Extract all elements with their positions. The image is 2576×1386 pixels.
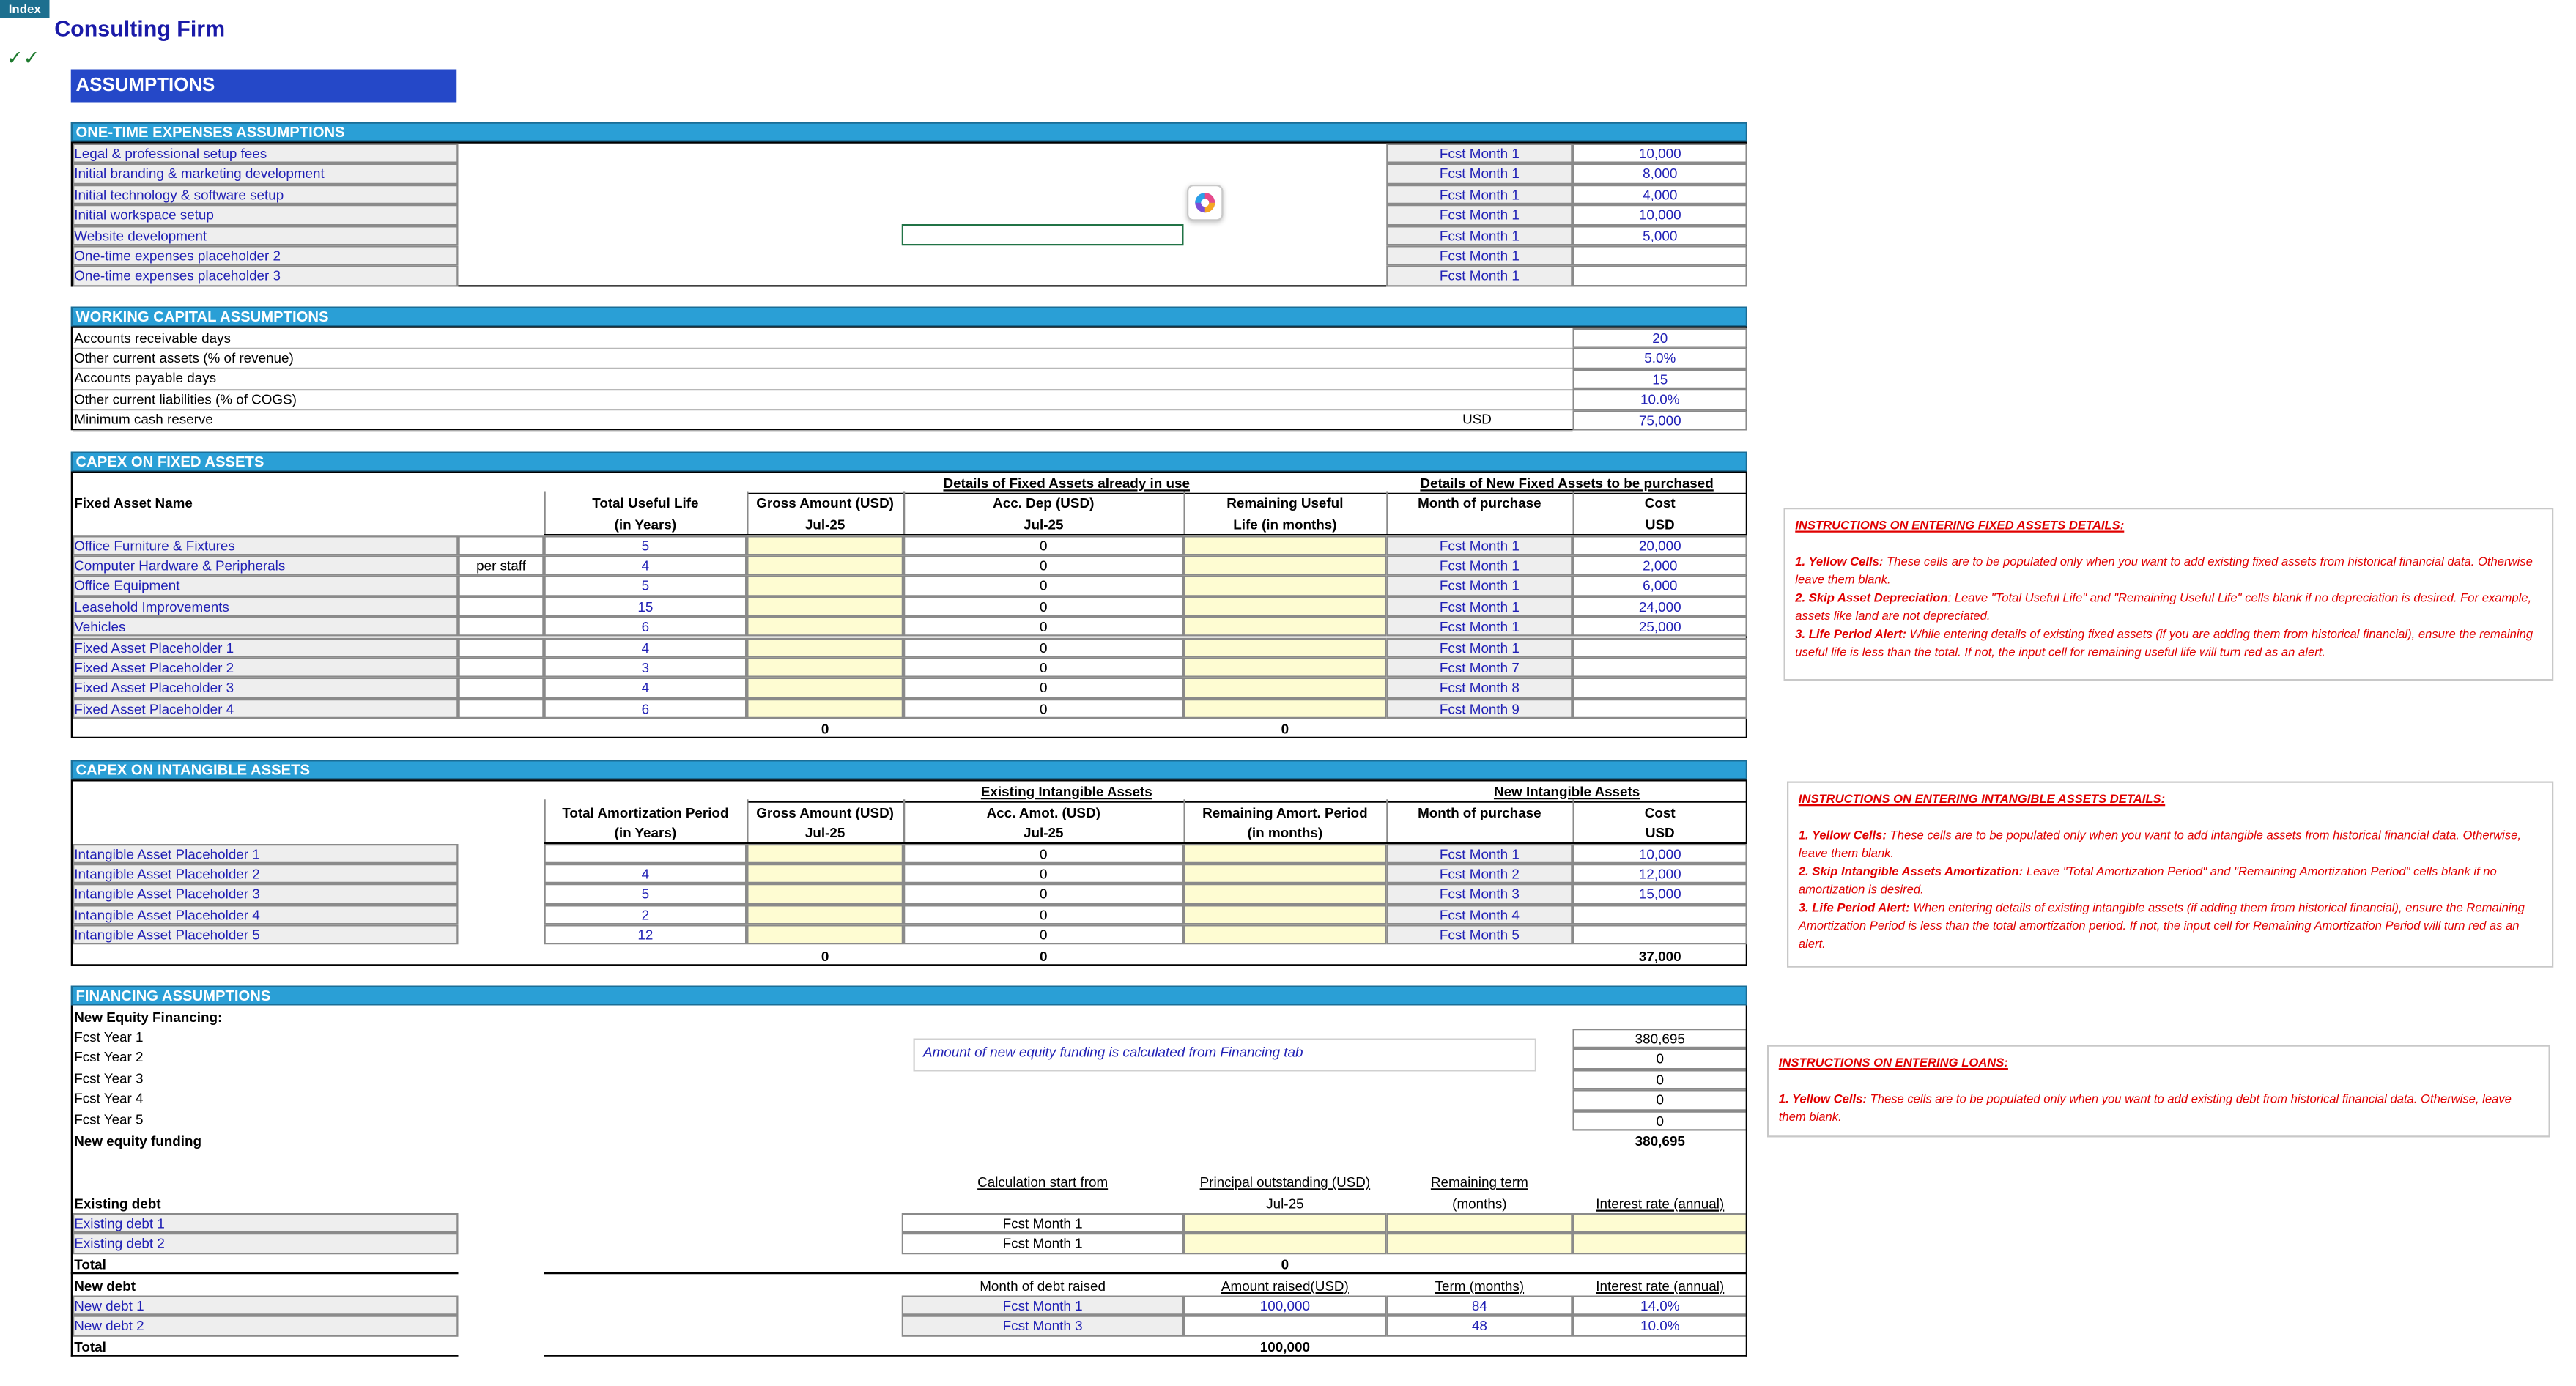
fixed-asset-acc-dep: 0 <box>903 617 1184 637</box>
loans-note-1: These cells are to be populated only when you want to add existing debt from historical financial data. Otherwise, leave them blank. <box>1778 1091 2512 1124</box>
intangible-asset-month[interactable]: Fcst Month 2 <box>1386 864 1572 884</box>
fixed-asset-month[interactable]: Fcst Month 7 <box>1386 658 1572 678</box>
intangible-asset-period[interactable]: 4 <box>544 864 747 884</box>
copilot-icon[interactable] <box>1187 185 1224 221</box>
header-cost-unit: USD <box>1645 824 1675 841</box>
intangible-asset-period[interactable]: 5 <box>544 884 747 905</box>
intangible-asset-acc-amort: 0 <box>903 843 1184 864</box>
fixed-asset-note <box>459 535 544 555</box>
fixed-asset-cost[interactable]: 6,000 <box>1573 576 1748 596</box>
financing-section-header: FINANCING ASSUMPTIONS <box>71 986 1747 1006</box>
fixed-asset-useful-life[interactable]: 5 <box>544 576 747 596</box>
new-total-label: Total <box>74 1337 106 1354</box>
header-month-of-purchase: Month of purchase <box>1418 803 1541 820</box>
header-remaining-term-unit: (months) <box>1452 1194 1507 1211</box>
header-remaining-life-unit: Life (in months) <box>1233 515 1337 532</box>
new-total-value: 100,000 <box>1259 1337 1310 1354</box>
header-month-of-purchase: Month of purchase <box>1418 494 1541 511</box>
fixed-note-1: These cells are to be populated only when you want to add existing fixed assets from historical financial data. Otherwise leave them blank. <box>1795 554 2533 587</box>
one-time-month[interactable]: Fcst Month 1 <box>1386 164 1572 185</box>
fixed-asset-cost[interactable]: 20,000 <box>1573 535 1748 555</box>
intangible-total-gross: 0 <box>821 947 829 965</box>
header-amount-raised: Amount raised(USD) <box>1221 1276 1349 1294</box>
intangible-asset-gross-amount[interactable] <box>747 924 903 945</box>
one-time-label: Initial branding & marketing development <box>73 164 459 185</box>
fixed-asset-remaining-life[interactable] <box>1184 678 1387 698</box>
fixed-asset-remaining-life[interactable] <box>1184 576 1387 596</box>
fixed-asset-name: Leasehold Improvements <box>73 596 459 617</box>
fixed-asset-acc-dep: 0 <box>903 555 1184 576</box>
fixed-asset-gross-amount[interactable] <box>747 678 903 698</box>
fixed-asset-gross-amount[interactable] <box>747 555 903 576</box>
fixed-asset-remaining-life[interactable] <box>1184 637 1387 658</box>
assumptions-banner: ASSUMPTIONS <box>71 70 457 103</box>
one-time-value[interactable] <box>1573 245 1748 266</box>
fixed-asset-cost[interactable] <box>1573 637 1748 658</box>
new-assets-group: Details of New Fixed Assets to be purchased <box>1420 473 1714 491</box>
intangible-total-amort: 0 <box>1039 947 1048 965</box>
working-capital-value[interactable]: 75,000 <box>1573 410 1748 430</box>
fixed-asset-name: Computer Hardware & Peripherals <box>73 555 459 576</box>
group-underline <box>1386 492 1747 494</box>
one-time-label: One-time expenses placeholder 2 <box>73 245 459 266</box>
financing-right-border <box>1746 1006 1747 1357</box>
intangible-asset-acc-amort: 0 <box>903 905 1184 925</box>
header-term: Term (months) <box>1435 1276 1525 1294</box>
intangible-total-cost: 37,000 <box>1638 947 1681 965</box>
intangible-asset-remaining[interactable] <box>1184 905 1387 925</box>
column-divider <box>1573 799 1574 842</box>
loans-instructions <box>1767 1045 2550 1138</box>
column-divider <box>1573 492 1574 535</box>
header-remaining-life: Remaining Useful <box>1226 494 1344 511</box>
fixed-instructions-title: INSTRUCTIONS ON ENTERING FIXED ASSETS DETAILS: <box>1795 517 2125 533</box>
existing-debt-rate[interactable] <box>1573 1234 1748 1254</box>
fixed-asset-useful-life[interactable]: 4 <box>544 637 747 658</box>
equity-year-label: Fcst Year 1 <box>74 1029 144 1045</box>
fixed-asset-remaining-life[interactable] <box>1184 698 1387 719</box>
header-fixed-asset-name: Fixed Asset Name <box>74 494 193 511</box>
fixed-asset-name: Office Furniture & Fixtures <box>73 535 459 555</box>
working-capital-value[interactable]: 15 <box>1573 369 1748 390</box>
one-time-month[interactable]: Fcst Month 1 <box>1386 245 1572 266</box>
header-acc-amort: Acc. Amot. (USD) <box>986 803 1100 820</box>
new-debt-rate[interactable]: 14.0% <box>1573 1296 1748 1316</box>
fixed-asset-gross-amount[interactable] <box>747 576 903 596</box>
fixed-asset-remaining-life[interactable] <box>1184 617 1387 637</box>
header-amortization-unit: (in Years) <box>614 824 677 841</box>
index-tab[interactable]: Index <box>0 0 50 18</box>
fixed-note-3-head: 3. Life Period Alert: <box>1795 626 1907 642</box>
working-capital-value[interactable]: 20 <box>1573 328 1748 349</box>
selected-cell[interactable] <box>902 224 1184 245</box>
fixed-asset-acc-dep: 0 <box>903 637 1184 658</box>
one-time-value[interactable] <box>1573 266 1748 286</box>
existing-debt-name: Existing debt 1 <box>73 1213 459 1234</box>
fixed-asset-name: Fixed Asset Placeholder 1 <box>73 637 459 658</box>
fixed-note-2: : Leave "Total Useful Life" and "Remaining Useful Life" cells blank if no depreciation is desired. For example, assets like land are not depreciated. <box>1795 590 2532 623</box>
existing-debt-principal[interactable] <box>1184 1213 1387 1234</box>
column-divider <box>544 492 546 535</box>
intangible-asset-name: Intangible Asset Placeholder 5 <box>73 924 459 945</box>
new-debt-term[interactable]: 84 <box>1386 1296 1572 1316</box>
fixed-asset-month[interactable]: Fcst Month 1 <box>1386 555 1572 576</box>
header-gross-amount: Gross Amount (USD) <box>756 494 894 511</box>
fixed-asset-month[interactable]: Fcst Month 1 <box>1386 535 1572 555</box>
fixed-asset-useful-life[interactable]: 3 <box>544 658 747 678</box>
intangible-asset-gross-amount[interactable] <box>747 884 903 905</box>
bottom-border <box>71 1355 459 1357</box>
new-debt-month[interactable]: Fcst Month 1 <box>902 1296 1184 1316</box>
intangible-asset-name: Intangible Asset Placeholder 3 <box>73 884 459 905</box>
intangible-asset-name: Intangible Asset Placeholder 4 <box>73 905 459 925</box>
one-time-label: Initial technology & software setup <box>73 185 459 205</box>
header-interest-rate: Interest rate (annual) <box>1596 1194 1725 1211</box>
header-principal-date: Jul-25 <box>1266 1194 1304 1211</box>
fixed-asset-cost[interactable] <box>1573 658 1748 678</box>
fixed-asset-name: Fixed Asset Placeholder 3 <box>73 678 459 698</box>
new-debt-month[interactable]: Fcst Month 3 <box>902 1316 1184 1336</box>
header-gross-date: Jul-25 <box>804 515 845 532</box>
existing-assets-group: Details of Fixed Assets already in use <box>943 473 1191 491</box>
header-cost: Cost <box>1644 494 1676 511</box>
one-time-value[interactable]: 4,000 <box>1573 185 1748 205</box>
intangible-asset-remaining[interactable] <box>1184 924 1387 945</box>
fixed-asset-note: per staff <box>459 555 544 576</box>
equity-financing-title: New Equity Financing: <box>74 1009 223 1026</box>
header-useful-life: Total Useful Life <box>592 494 699 511</box>
intangible-asset-month[interactable]: Fcst Month 5 <box>1386 924 1572 945</box>
one-time-value[interactable]: 8,000 <box>1573 164 1748 185</box>
intangible-note-2-head: 2. Skip Intangible Assets Amortization: <box>1798 864 2024 879</box>
fixed-total-dep: 0 <box>1281 720 1289 737</box>
existing-debt-rate[interactable] <box>1573 1213 1748 1234</box>
check-icon: ✓✓ <box>7 46 40 70</box>
fixed-asset-useful-life[interactable]: 4 <box>544 555 747 576</box>
new-debt-term[interactable]: 48 <box>1386 1316 1572 1336</box>
working-capital-unit: USD <box>1462 410 1492 427</box>
column-divider <box>747 799 748 842</box>
header-acc-dep: Acc. Dep (USD) <box>993 494 1095 511</box>
working-capital-label: Accounts receivable days <box>74 328 231 346</box>
working-capital-section-header: WORKING CAPITAL ASSUMPTIONS <box>71 307 1747 327</box>
working-capital-label: Accounts payable days <box>74 369 217 387</box>
intangible-asset-period[interactable]: 12 <box>544 924 747 945</box>
group-underline <box>1386 800 1747 801</box>
fixed-asset-gross-amount[interactable] <box>747 698 903 719</box>
header-cost: Cost <box>1644 803 1676 820</box>
equity-year-label: Fcst Year 5 <box>74 1110 144 1127</box>
fixed-asset-useful-life[interactable]: 5 <box>544 535 747 555</box>
group-underline <box>747 800 1386 801</box>
intangible-asset-acc-amort: 0 <box>903 924 1184 945</box>
intangible-note-1: These cells are to be populated only when you want to add intangible assets from historical financial data. Otherwise, leave them blank. <box>1798 827 2522 861</box>
fixed-assets-instructions <box>1784 508 2554 681</box>
fixed-asset-useful-life[interactable]: 6 <box>544 617 747 637</box>
fixed-asset-month[interactable]: Fcst Month 1 <box>1386 596 1572 617</box>
one-time-label: Website development <box>73 225 459 245</box>
fixed-asset-cost[interactable]: 2,000 <box>1573 555 1748 576</box>
fixed-asset-acc-dep: 0 <box>903 596 1184 617</box>
total-underline <box>71 1272 459 1274</box>
equity-year-value: 0 <box>1573 1049 1748 1070</box>
new-debt-name: New debt 2 <box>73 1316 459 1336</box>
existing-debt-term[interactable] <box>1386 1234 1572 1254</box>
existing-debt-principal[interactable] <box>1184 1234 1387 1254</box>
header-remaining-amort-unit: (in months) <box>1247 824 1323 841</box>
intangible-asset-month[interactable]: Fcst Month 3 <box>1386 884 1572 905</box>
column-divider <box>903 492 905 535</box>
intangible-asset-gross-amount[interactable] <box>747 905 903 925</box>
fixed-asset-useful-life[interactable]: 15 <box>544 596 747 617</box>
equity-year-label: Fcst Year 4 <box>74 1089 144 1107</box>
new-debt-label: New debt <box>74 1276 136 1294</box>
fixed-note-2-head: 2. Skip Asset Depreciation <box>1795 590 1948 605</box>
fixed-asset-name: Fixed Asset Placeholder 2 <box>73 658 459 678</box>
existing-debt-start: Fcst Month 1 <box>902 1213 1184 1234</box>
fixed-asset-cost[interactable] <box>1573 698 1748 719</box>
existing-debt-start: Fcst Month 1 <box>902 1234 1184 1254</box>
fixed-asset-gross-amount[interactable] <box>747 596 903 617</box>
header-gross-amount: Gross Amount (USD) <box>756 803 894 820</box>
header-remaining-amort: Remaining Amort. Period <box>1202 803 1368 820</box>
fixed-asset-name: Office Equipment <box>73 576 459 596</box>
header-interest-rate-new: Interest rate (annual) <box>1596 1276 1725 1294</box>
fixed-asset-note <box>459 678 544 698</box>
fixed-note-3: While entering details of existing fixed assets (if you are adding them from historical financial), ensure the remaining useful life is less than the total. If not, the input cell for remaining useful life will turn red as an alert. <box>1795 626 2534 659</box>
intangible-asset-cost[interactable]: 15,000 <box>1573 884 1748 905</box>
header-cost-unit: USD <box>1645 515 1675 532</box>
intangible-asset-remaining[interactable] <box>1184 884 1387 905</box>
column-divider <box>903 799 905 842</box>
fixed-asset-month[interactable]: Fcst Month 1 <box>1386 576 1572 596</box>
fixed-asset-month[interactable]: Fcst Month 1 <box>1386 637 1572 658</box>
one-time-section-header: ONE-TIME EXPENSES ASSUMPTIONS <box>71 122 1747 142</box>
header-acc-dep-date: Jul-25 <box>1024 515 1064 532</box>
working-capital-label: Minimum cash reserve <box>74 410 213 427</box>
row-divider <box>73 429 1573 431</box>
new-debt-amount[interactable]: 100,000 <box>1184 1296 1387 1316</box>
existing-debt-name: Existing debt 2 <box>73 1234 459 1254</box>
fixed-asset-cost[interactable]: 25,000 <box>1573 617 1748 637</box>
equity-year-label: Fcst Year 2 <box>74 1048 144 1066</box>
one-time-month[interactable]: Fcst Month 1 <box>1386 144 1572 164</box>
header-calc-start: Calculation start from <box>977 1174 1109 1190</box>
fixed-asset-gross-amount[interactable] <box>747 637 903 658</box>
intangible-asset-month[interactable]: Fcst Month 4 <box>1386 905 1572 925</box>
existing-total-label: Total <box>74 1256 106 1272</box>
existing-debt-term[interactable] <box>1386 1213 1572 1234</box>
loans-note-1-head: 1. Yellow Cells: <box>1778 1091 1867 1106</box>
equity-note: Amount of new equity funding is calculated from Financing tab <box>923 1043 1303 1060</box>
one-time-month[interactable]: Fcst Month 1 <box>1386 185 1572 205</box>
intangible-asset-remaining[interactable] <box>1184 864 1387 884</box>
intangible-asset-month[interactable]: Fcst Month 1 <box>1386 843 1572 864</box>
one-time-month[interactable]: Fcst Month 1 <box>1386 204 1572 225</box>
working-capital-label: Other current assets (% of revenue) <box>74 349 294 366</box>
intangible-asset-name: Intangible Asset Placeholder 1 <box>73 843 459 864</box>
fixed-asset-cost[interactable]: 24,000 <box>1573 596 1748 617</box>
equity-year-value: 0 <box>1573 1111 1748 1131</box>
fixed-asset-gross-amount[interactable] <box>747 617 903 637</box>
intangible-instructions-title: INSTRUCTIONS ON ENTERING INTANGIBLE ASSETS DETAILS: <box>1798 791 2166 807</box>
equity-year-value: 0 <box>1573 1090 1748 1111</box>
fixed-asset-note <box>459 637 544 658</box>
fixed-asset-acc-dep: 0 <box>903 535 1184 555</box>
equity-year-value: 0 <box>1573 1070 1748 1090</box>
fixed-asset-remaining-life[interactable] <box>1184 555 1387 576</box>
fixed-asset-acc-dep: 0 <box>903 658 1184 678</box>
loans-instructions-title: INSTRUCTIONS ON ENTERING LOANS: <box>1778 1055 2008 1070</box>
fixed-asset-useful-life[interactable]: 6 <box>544 698 747 719</box>
new-debt-rate[interactable]: 10.0% <box>1573 1316 1748 1336</box>
one-time-label: Initial workspace setup <box>73 204 459 225</box>
intangible-asset-cost[interactable] <box>1573 905 1748 925</box>
column-divider <box>1386 799 1388 842</box>
intangible-assets-instructions <box>1787 782 2553 968</box>
new-intangible-group: New Intangible Assets <box>1493 782 1640 799</box>
intangible-asset-cost[interactable] <box>1573 924 1748 945</box>
new-debt-name: New debt 1 <box>73 1296 459 1316</box>
capex-fixed-section-header: CAPEX ON FIXED ASSETS <box>71 452 1747 472</box>
equity-year-value: 380,695 <box>1573 1029 1748 1049</box>
group-underline <box>747 492 1386 494</box>
fixed-asset-month[interactable]: Fcst Month 9 <box>1386 698 1572 719</box>
fixed-total-gross: 0 <box>821 720 829 737</box>
column-divider <box>1184 799 1185 842</box>
existing-total-value: 0 <box>1281 1256 1289 1272</box>
intangible-asset-cost[interactable]: 10,000 <box>1573 843 1748 864</box>
working-capital-value[interactable]: 5.0% <box>1573 349 1748 369</box>
intangible-asset-period[interactable] <box>544 843 747 864</box>
column-divider <box>1184 492 1185 535</box>
header-useful-life-unit: (in Years) <box>614 515 677 532</box>
fixed-asset-gross-amount[interactable] <box>747 658 903 678</box>
fixed-asset-name: Fixed Asset Placeholder 4 <box>73 698 459 719</box>
one-time-month[interactable]: Fcst Month 1 <box>1386 266 1572 286</box>
intangible-note-1-head: 1. Yellow Cells: <box>1798 827 1887 842</box>
one-time-label: One-time expenses placeholder 3 <box>73 266 459 286</box>
fixed-asset-acc-dep: 0 <box>903 576 1184 596</box>
intangible-note-3-head: 3. Life Period Alert: <box>1798 900 1910 915</box>
new-debt-amount[interactable] <box>1184 1316 1387 1336</box>
equity-total-value: 380,695 <box>1635 1132 1685 1149</box>
fixed-asset-acc-dep: 0 <box>903 698 1184 719</box>
fixed-asset-acc-dep: 0 <box>903 678 1184 698</box>
bottom-border <box>544 1355 1748 1357</box>
intangible-asset-period[interactable]: 2 <box>544 905 747 925</box>
header-gross-date: Jul-25 <box>804 824 845 841</box>
column-divider <box>1386 492 1388 535</box>
fixed-asset-remaining-life[interactable] <box>1184 658 1387 678</box>
fixed-asset-useful-life[interactable]: 4 <box>544 678 747 698</box>
intangible-note-2: Leave "Total Amortization Period" and "Remaining Amortization Period" cells blank if no amortization is desired. <box>1798 864 2497 897</box>
working-capital-value[interactable]: 10.0% <box>1573 389 1748 410</box>
fixed-asset-note <box>459 576 544 596</box>
header-acc-amort-date: Jul-25 <box>1024 824 1064 841</box>
fixed-asset-note <box>459 596 544 617</box>
existing-debt-label: Existing debt <box>74 1194 161 1211</box>
one-time-value[interactable]: 10,000 <box>1573 204 1748 225</box>
intangible-note-3: When entering details of existing intangible assets (if adding them from historical financial), ensure the Remaining Amortization Period is less than the total amortization period. If not, the input cell for Remaining Amortization Period will turn red as an alert. <box>1798 900 2525 952</box>
fixed-note-1-head: 1. Yellow Cells: <box>1795 554 1884 569</box>
fixed-asset-gross-amount[interactable] <box>747 535 903 555</box>
fixed-asset-cost[interactable] <box>1573 678 1748 698</box>
existing-intangible-group: Existing Intangible Assets <box>980 782 1152 799</box>
header-month-raised: Month of debt raised <box>980 1276 1106 1294</box>
fixed-asset-remaining-life[interactable] <box>1184 596 1387 617</box>
fixed-asset-month[interactable]: Fcst Month 8 <box>1386 678 1572 698</box>
column-divider <box>747 492 748 535</box>
one-time-value[interactable]: 10,000 <box>1573 144 1748 164</box>
fixed-asset-note <box>459 698 544 719</box>
one-time-month[interactable]: Fcst Month 1 <box>1386 225 1572 245</box>
header-principal: Principal outstanding (USD) <box>1199 1174 1371 1190</box>
intangible-asset-cost[interactable]: 12,000 <box>1573 864 1748 884</box>
working-capital-label: Other current liabilities (% of COGS) <box>74 390 297 407</box>
intangible-asset-acc-amort: 0 <box>903 884 1184 905</box>
fixed-asset-note <box>459 617 544 637</box>
column-divider <box>544 799 546 842</box>
header-remaining-term: Remaining term <box>1430 1174 1528 1190</box>
header-amortization-period: Total Amortization Period <box>562 803 729 820</box>
intangible-asset-gross-amount[interactable] <box>747 864 903 884</box>
intangible-asset-name: Intangible Asset Placeholder 2 <box>73 864 459 884</box>
intangible-asset-remaining[interactable] <box>1184 843 1387 864</box>
one-time-label: Legal & professional setup fees <box>73 144 459 164</box>
equity-total-label: New equity funding <box>74 1132 202 1149</box>
fixed-asset-name: Vehicles <box>73 617 459 637</box>
fixed-asset-remaining-life[interactable] <box>1184 535 1387 555</box>
equity-year-label: Fcst Year 3 <box>74 1069 144 1086</box>
firm-title: Consulting Firm <box>54 16 226 42</box>
capex-intangible-section-header: CAPEX ON INTANGIBLE ASSETS <box>71 760 1747 779</box>
fixed-asset-note <box>459 658 544 678</box>
total-underline <box>544 1272 1748 1274</box>
fixed-asset-month[interactable]: Fcst Month 1 <box>1386 617 1572 637</box>
one-time-value[interactable]: 5,000 <box>1573 225 1748 245</box>
intangible-asset-acc-amort: 0 <box>903 864 1184 884</box>
intangible-asset-gross-amount[interactable] <box>747 843 903 864</box>
